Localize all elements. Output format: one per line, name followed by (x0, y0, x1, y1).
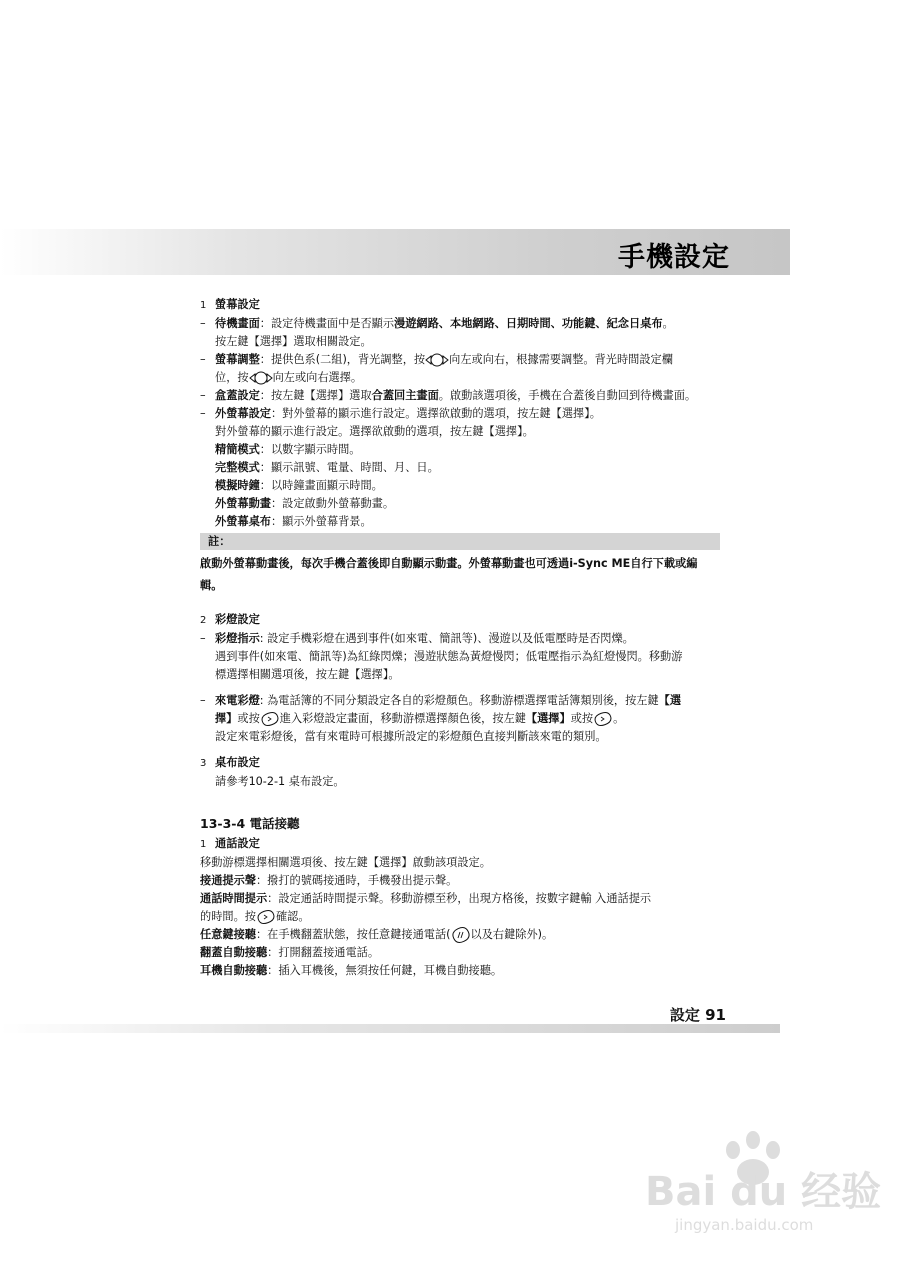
page-title: 手機設定 (618, 242, 730, 273)
watermark-brand: Bai du 经验 (645, 1169, 882, 1215)
standby-screen-desc: 按左鍵【選擇】選取相關設定。 (215, 335, 372, 348)
simple-mode-item: 精簡模式：以數字顯示時間。 (215, 443, 361, 456)
call-light-item: – 來電彩燈: 為電話簿的不同分類設定各自的彩燈顏色。移動游標選擇電話簿類別後，按左鍵【選 (200, 694, 682, 707)
analog-clock-item: 模擬時鐘：以時鐘畫面顯示時間。 (215, 479, 383, 492)
call-time-desc: 的時間。按 確認。 (200, 908, 720, 926)
external-screen-item: – 外螢幕設定：對外螢幕的顯示進行設定。選擇欲啟動的選項，按左鍵【選擇】。 (200, 407, 601, 420)
header-band (0, 229, 790, 275)
any-key-answer-item: 任意鍵接聽：在手機翻蓋狀態，按任意鍵接通電話( 以及右鍵除外)。 (200, 926, 720, 944)
ok-key-icon (260, 711, 280, 727)
connect-tone-item: 接通提示聲：撥打的號碼接通時，手機發出提示聲。 (200, 874, 458, 887)
screen-adjust-item: – 螢幕調整：提供色系(二組)，背光調整，按 向左或向右，根據需要調整。背光時間設定欄 (200, 353, 673, 366)
call-light-desc-1: 擇】或按 進入彩燈設定畫面，移動游標選擇顏色後，按左鍵【選擇】或按 。 (200, 710, 720, 728)
external-wallpaper-item: 外螢幕桌布：顯示外螢幕背景。 (215, 515, 372, 528)
ok-key-icon (256, 909, 276, 925)
color-light-desc-1: 遇到事件(如來電、簡訊等)為紅綠閃爍；漫遊狀態為黃燈慢閃；低電壓指示為紅燈慢閃。移動游 (215, 650, 683, 663)
call-setting-title: 1 通話設定 (200, 837, 260, 850)
call-answer-heading: 13-3-4 電話接聽 (200, 816, 300, 831)
section-2-title: 2 彩燈設定 (200, 613, 260, 626)
flip-answer-item: 翻蓋自動接聽：打開翻蓋接通電話。 (200, 946, 380, 959)
note-text: 啟動外螢幕動畫後，每次手機合蓋後即自動顯示動畫。外螢幕動畫也可透過i-Sync ME自行下載或編輯。 (200, 557, 698, 592)
call-setting-desc: 移動游標選擇相關選項後、按左鍵【選擇】啟動該項設定。 (200, 856, 491, 869)
external-animation-item: 外螢幕動畫：設定啟動外螢幕動畫。 (215, 497, 395, 510)
section-3-title: 3 桌布設定 (200, 756, 260, 769)
watermark-url: jingyan.baidu.com (675, 1216, 814, 1234)
section-1-title: 1 螢幕設定 (200, 298, 260, 311)
send-key-icon (451, 926, 471, 944)
full-mode-item: 完整模式：顯示訊號、電量、時間、月、日。 (215, 461, 439, 474)
baidu-watermark (645, 1130, 882, 1248)
nav-key-icon (249, 370, 273, 386)
content (200, 296, 720, 980)
page-number: 設定 91 (669, 1006, 726, 1024)
footer-band (0, 1024, 780, 1033)
nav-key-icon (425, 352, 449, 368)
wallpaper-desc: 請參考10-2-1 桌布設定。 (215, 775, 345, 788)
standby-screen-item: – 待機畫面：設定待機畫面中是否顯示漫遊網路、本地網路、日期時間、功能鍵、紀念日桌布。 (200, 317, 674, 330)
call-time-item: 通話時間提示：設定通話時間提示聲。移動游標至秒，出現方格後，按數字鍵輸 入通話提示 (200, 892, 652, 905)
headset-answer-item: 耳機自動接聽：插入耳機後，無須按任何鍵，耳機自動接聽。 (200, 964, 503, 977)
color-light-desc-2: 標選擇相關選項後，按左鍵【選擇】。 (215, 668, 400, 681)
external-screen-desc: 對外螢幕的顯示進行設定。選擇欲啟動的選項，按左鍵【選擇】。 (215, 425, 534, 438)
note-label: 註： (200, 533, 720, 550)
screen-adjust-desc: 位，按 向左或向右選擇。 (215, 371, 363, 384)
call-light-desc-2: 設定來電彩燈後，當有來電時可根據所設定的彩燈顏色直接判斷該來電的類別。 (215, 730, 607, 743)
ok-key-icon (593, 711, 613, 727)
color-light-item: – 彩燈指示: 設定手機彩燈在遇到事件(如來電、簡訊等)、漫遊以及低電壓時是否閃爍。 (200, 632, 634, 645)
lid-setting-item: – 盒蓋設定：按左鍵【選擇】選取合蓋回主畫面。啟動該選項後，手機在合蓋後自動回到待機畫面。 (200, 389, 697, 402)
